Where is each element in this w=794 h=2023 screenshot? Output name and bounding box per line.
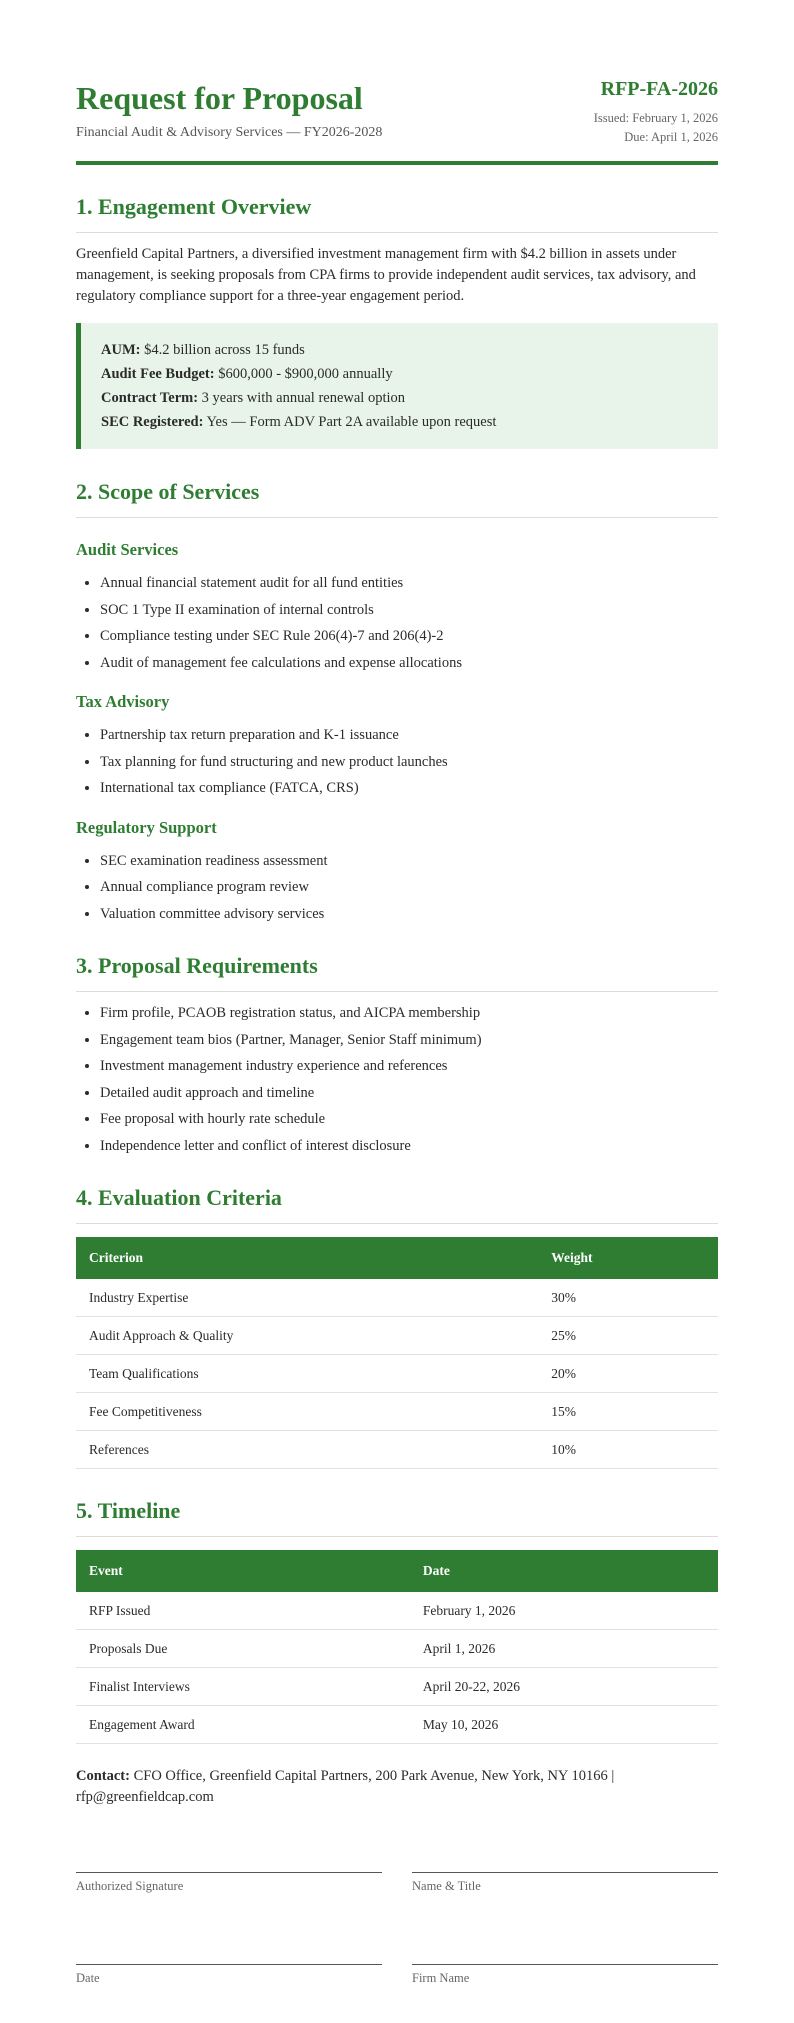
fact-value: Yes — Form ADV Part 2A available upon request xyxy=(206,414,497,430)
date-field xyxy=(76,1964,382,1986)
section-scope xyxy=(76,479,718,927)
table-cell: 10% xyxy=(538,1431,718,1469)
signature-label: Date xyxy=(76,1971,100,1985)
overview-paragraph: Greenfield Capital Partners, a diversified investment management firm with $4.2 billion in assets under management, is seeking proposals from CPA firms to provide independent audit services, tax advisory, and regulatory compliance support for a three-year engagement period. xyxy=(76,246,696,304)
issued-date: Issued: February 1, 2026 xyxy=(593,111,718,125)
fact-label: Audit Fee Budget: xyxy=(101,366,215,382)
scope-group-title: Audit Services xyxy=(76,540,179,559)
list-item: • Audit of management fee calculations and expense allocations xyxy=(100,650,718,677)
table-cell: May 10, 2026 xyxy=(410,1706,718,1744)
section-heading: 1. Engagement Overview xyxy=(76,194,718,233)
fact-value: 3 years with annual renewal option xyxy=(201,390,406,406)
header-right xyxy=(594,76,718,147)
timeline-table xyxy=(76,1550,718,1744)
scope-group-title: Tax Advisory xyxy=(76,692,170,711)
scope-group-title: Regulatory Support xyxy=(76,817,217,837)
table-cell: Finalist Interviews xyxy=(76,1668,410,1706)
table-row xyxy=(76,1706,718,1744)
section-heading: 5. Timeline xyxy=(76,1498,718,1537)
list-item: • Valuation committee advisory services xyxy=(100,901,718,928)
table-cell: 25% xyxy=(538,1317,718,1355)
table-cell: 20% xyxy=(538,1355,718,1393)
scope-list-regulatory xyxy=(76,848,718,928)
contact-label: Contact: xyxy=(76,1768,130,1784)
table-row xyxy=(76,1630,718,1668)
list-item: • Engagement team bios (Partner, Manager, Senior Staff minimum) xyxy=(100,1027,718,1054)
table-cell: 15% xyxy=(538,1393,718,1431)
table-row xyxy=(76,1668,718,1706)
column-header: Date xyxy=(410,1550,718,1592)
signature-row xyxy=(76,1964,718,1986)
signature-label: Name & Title xyxy=(412,1879,481,1893)
section-requirements xyxy=(76,953,718,1159)
due-date: Due: April 1, 2026 xyxy=(624,130,718,144)
column-header: Criterion xyxy=(76,1237,538,1279)
table-cell: References xyxy=(76,1431,538,1469)
table-row xyxy=(76,1431,718,1469)
list-item: • Independence letter and conflict of interest disclosure xyxy=(100,1133,718,1160)
fact-row xyxy=(101,338,698,362)
section-evaluation xyxy=(76,1185,718,1469)
authorized-signature-field xyxy=(76,1872,382,1894)
signature-label: Authorized Signature xyxy=(76,1879,184,1893)
list-item: • Annual compliance program review xyxy=(100,874,718,901)
section-heading: 4. Evaluation Criteria xyxy=(76,1185,718,1224)
section-heading: 2. Scope of Services xyxy=(76,479,718,518)
table-cell: Engagement Award xyxy=(76,1706,410,1744)
table-cell: February 1, 2026 xyxy=(410,1592,718,1630)
fact-row xyxy=(101,410,698,434)
list-item: • SOC 1 Type II examination of internal controls xyxy=(100,597,718,624)
list-item: • Partnership tax return preparation and K-1 issuance xyxy=(100,722,718,749)
table-row xyxy=(76,1355,718,1393)
table-cell: Audit Approach & Quality xyxy=(76,1317,538,1355)
rfp-id: RFP-FA-2026 xyxy=(600,78,718,100)
signature-line xyxy=(412,1872,718,1873)
list-item: • SEC examination readiness assessment xyxy=(100,848,718,875)
list-item: • Firm profile, PCAOB registration status, and AICPA membership xyxy=(100,1000,718,1027)
document-header xyxy=(76,0,718,165)
table-row xyxy=(76,1592,718,1630)
table-row xyxy=(76,1393,718,1431)
evaluation-table xyxy=(76,1237,718,1469)
name-title-field xyxy=(412,1872,718,1894)
column-header: Weight xyxy=(538,1237,718,1279)
list-item: • International tax compliance (FATCA, CRS) xyxy=(100,775,718,802)
table-row xyxy=(76,1317,718,1355)
list-item: • Tax planning for fund structuring and new product launches xyxy=(100,749,718,776)
fact-label: SEC Registered: xyxy=(101,414,204,430)
page-subtitle: Financial Audit & Advisory Services — FY2026-2028 xyxy=(76,124,383,140)
table-cell: Proposals Due xyxy=(76,1630,410,1668)
section-overview xyxy=(76,194,718,449)
scope-list-audit xyxy=(76,570,718,676)
contact-info xyxy=(76,1766,718,1808)
scope-list-tax xyxy=(76,722,718,802)
table-cell: 30% xyxy=(538,1279,718,1317)
table-cell: Industry Expertise xyxy=(76,1279,538,1317)
list-item: • Fee proposal with hourly rate schedule xyxy=(100,1106,718,1133)
header-left xyxy=(76,76,382,141)
requirements-list xyxy=(76,1000,718,1159)
fact-label: Contract Term: xyxy=(101,390,199,406)
fact-value: $600,000 - $900,000 annually xyxy=(218,366,393,382)
table-cell: April 1, 2026 xyxy=(410,1630,718,1668)
key-facts-callout xyxy=(76,323,718,449)
table-header-row xyxy=(76,1550,718,1592)
page-title: Request for Proposal xyxy=(76,80,363,116)
table-cell: RFP Issued xyxy=(76,1592,410,1630)
section-timeline xyxy=(76,1498,718,1744)
table-cell: Fee Competitiveness xyxy=(76,1393,538,1431)
list-item: • Investment management industry experience and references xyxy=(100,1053,718,1080)
column-header: Event xyxy=(76,1550,410,1592)
signature-line xyxy=(76,1964,382,1965)
table-cell: Team Qualifications xyxy=(76,1355,538,1393)
fact-value: $4.2 billion across 15 funds xyxy=(144,342,305,358)
list-item: • Compliance testing under SEC Rule 206(4)-7 and 206(4)-2 xyxy=(100,623,718,650)
fact-row xyxy=(101,386,698,410)
contact-text: CFO Office, Greenfield Capital Partners, 200 Park Avenue, New York, NY 10166 | rfp@greenfieldcap.com xyxy=(76,1768,615,1805)
fact-label: AUM: xyxy=(101,342,141,358)
table-cell: April 20-22, 2026 xyxy=(410,1668,718,1706)
list-item: • Annual financial statement audit for all fund entities xyxy=(100,570,718,597)
section-heading: 3. Proposal Requirements xyxy=(76,953,718,992)
table-row xyxy=(76,1279,718,1317)
signature-label: Firm Name xyxy=(412,1971,470,1985)
fact-row xyxy=(101,362,698,386)
list-item: • Detailed audit approach and timeline xyxy=(100,1080,718,1107)
table-header-row xyxy=(76,1237,718,1279)
signature-line xyxy=(412,1964,718,1965)
signature-line xyxy=(76,1872,382,1873)
signature-block xyxy=(76,1872,718,1986)
signature-row xyxy=(76,1872,718,1894)
firm-name-field xyxy=(412,1964,718,1986)
